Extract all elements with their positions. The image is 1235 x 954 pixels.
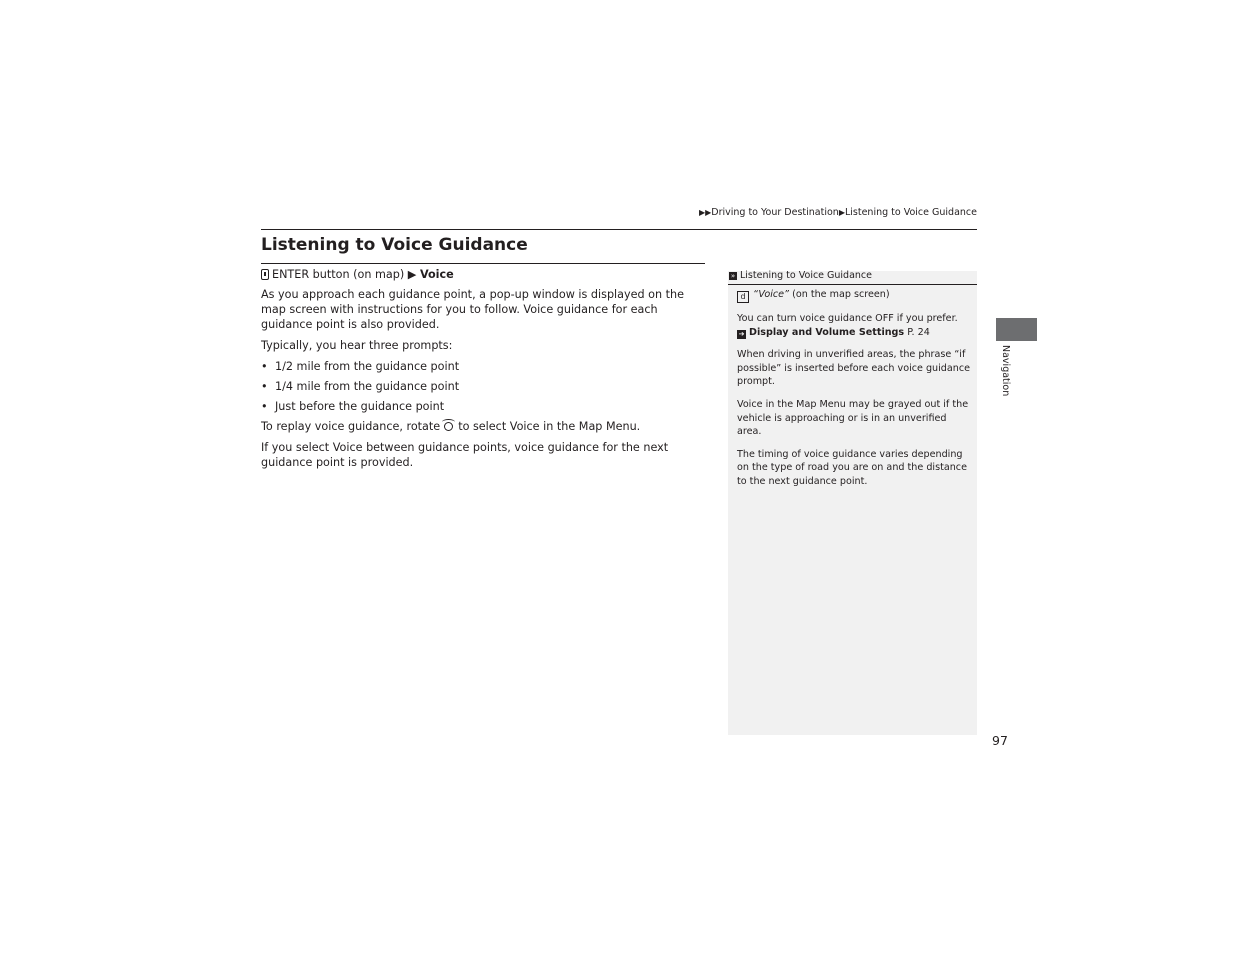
select-term: Voice <box>332 441 363 454</box>
replay-text-after: in the Map Menu. <box>543 420 641 433</box>
menu-path-prefix: ENTER button (on map) <box>272 268 405 281</box>
section-tab <box>996 318 1037 341</box>
menu-path <box>261 267 706 282</box>
voice-command-line <box>737 288 971 303</box>
breadcrumb-page: Listening to Voice Guidance <box>844 207 977 218</box>
breadcrumb-separator: ▶ <box>838 208 845 217</box>
prompts-lead: Typically, you hear three prompts: <box>261 339 453 352</box>
menu-path-item: Voice <box>419 268 454 281</box>
intro-paragraph: As you approach each guidance point, a pop-up window is displayed on the map screen with instructions for you to follow. Voice guidance for each guidance point is also provided. <box>261 288 685 331</box>
breadcrumb-section[interactable]: Driving to Your Destination <box>711 207 839 218</box>
voice-command-icon: d <box>737 291 749 303</box>
breadcrumb <box>699 207 977 218</box>
list-item: • 1/4 mile from the guidance point <box>261 379 706 394</box>
title-divider <box>261 263 705 264</box>
replay-text-middle: to select <box>458 420 507 433</box>
memo-icon: » <box>730 272 736 280</box>
sidebar-header <box>728 271 977 285</box>
main-content <box>261 267 706 476</box>
select-text-before: If you select <box>261 441 330 454</box>
page-number: 97 <box>992 733 1008 748</box>
prompts-list <box>261 359 706 414</box>
select-text-after: between guidance points, voice guidance for the next guidance point is provided. <box>261 441 669 469</box>
replay-paragraph <box>261 419 706 434</box>
interface-dial-icon <box>442 419 456 432</box>
page-title: Listening to Voice Guidance <box>261 235 528 255</box>
grayed-note <box>737 398 971 439</box>
unverified-note: When driving in unverified areas, the phrase “if possible” is inserted before each voice guidance prompt. <box>737 349 971 388</box>
off-note-text: You can turn voice guidance OFF if you prefer. <box>737 313 958 324</box>
list-item: • Just before the guidance point <box>261 399 706 414</box>
top-divider <box>261 229 977 230</box>
replay-term: Voice <box>509 420 540 433</box>
reference-arrow-icon: ➔ <box>738 329 745 338</box>
grayed-term: Voice <box>737 398 763 410</box>
grayed-text: in the Map Menu may be grayed out if the vehicle is approaching or is in an unverified area. <box>737 398 969 438</box>
select-paragraph <box>261 440 706 470</box>
sidebar-body <box>737 288 971 498</box>
voice-command: “Voice” <box>753 289 790 300</box>
list-item: • 1/2 mile from the guidance point <box>261 359 706 374</box>
reference-page[interactable]: P. 24 <box>907 326 930 338</box>
replay-text-before: To replay voice guidance, rotate <box>261 420 441 433</box>
section-tab-label: Navigation <box>1000 345 1011 397</box>
breadcrumb-arrows: ▶▶ <box>698 208 712 217</box>
voice-command-context: (on the map screen) <box>792 289 890 300</box>
menu-path-separator: ▶ <box>407 268 417 281</box>
enter-button-icon <box>261 269 269 280</box>
off-note <box>737 312 971 339</box>
reference-link[interactable]: Display and Volume Settings <box>749 326 905 338</box>
sidebar-header-text: Listening to Voice Guidance <box>740 270 873 281</box>
sidebar-notes <box>728 271 977 735</box>
timing-note: The timing of voice guidance varies depending on the type of road you are on and the distance to the next guidance point. <box>737 448 967 487</box>
